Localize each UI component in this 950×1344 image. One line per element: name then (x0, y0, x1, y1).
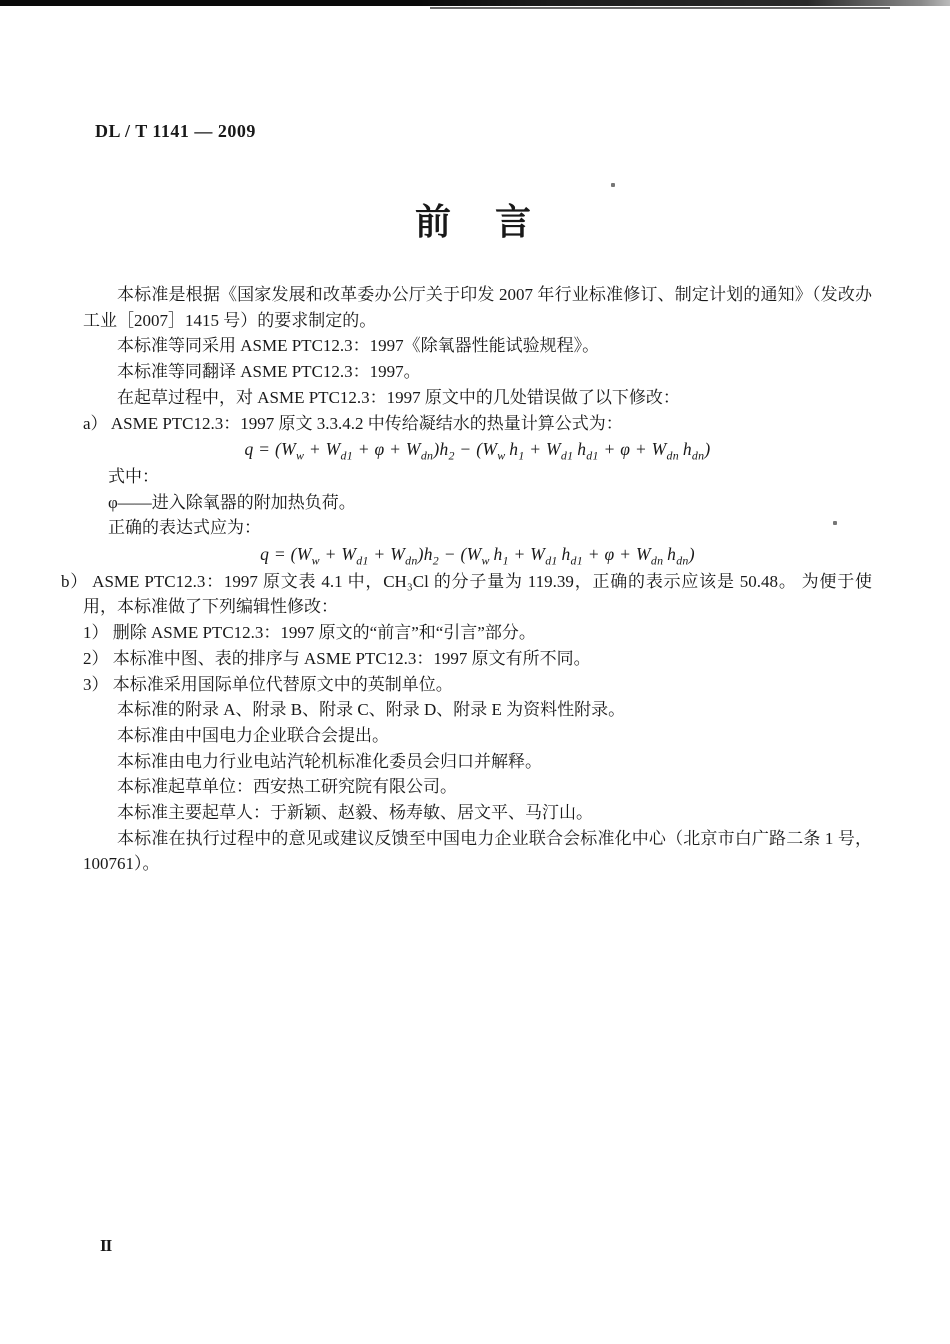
scan-speck (611, 183, 615, 187)
scan-artifact-top-bar (0, 0, 950, 6)
foreword-content (61, 282, 872, 877)
paragraph-phi-note: φ——进入除氧器的附加热负荷。 (108, 492, 356, 512)
paragraph-intro: 本标准是根据《国家发展和改革委办公厅关于印发 2007 年行业标准修订、制定计划的通知》（发改办工业［2007］1415 号）的要求制定的。 (83, 285, 872, 330)
standard-code: DL / T 1141 — 2009 (95, 121, 256, 141)
page-number: II (100, 1236, 112, 1255)
paragraph-feedback: 本标准在执行过程中的意见或建议反馈至中国电力企业联合会标准化中心（北京市白广路二条 1 号，100761）。 (83, 828, 872, 874)
scan-speck (833, 521, 837, 525)
paragraph-draft-org: 本标准起草单位：西安热工研究院有限公司。 (117, 777, 457, 797)
paragraph-proposed: 本标准由中国电力企业联合会提出。 (117, 725, 389, 745)
formula-original: $q = (W_w + W_{d1} + \varphi + W_{dn})h_2 - (W_w$ $h_1 + W_{d1}$ $h_{d1} + \varphi + W_{dn}$ $h_{dn}$) (244, 439, 711, 463)
list-item-a: a） ASME PTC12.3：1997 原文 3.3.4.2 中传给凝结水的热量计算公式为： (83, 413, 623, 433)
paragraph-where: 式中： (108, 466, 159, 486)
formula-corrected: $q = (W_w + W_{d1} + W_{dn})h_2 - (W_w$ $h_1 + W_{d1}$ $h_{d1} + \varphi + W_{dn}$ $h_{dn}$) (260, 544, 695, 568)
paragraph-adopt: 本标准等同采用 ASME PTC12.3：1997《除氧器性能试验规程》。 (117, 336, 600, 356)
list-item-edit-1: 1） 删除 ASME PTC12.3：1997 原文的“前言”和“引言”部分。 (83, 623, 536, 643)
list-item-edit-3: 3） 本标准采用国际单位代替原文中的英制单位。 (83, 674, 453, 694)
paragraph-translate: 本标准等同翻译 ASME PTC12.3：1997。 (117, 362, 421, 382)
list-item-b: b） ASME PTC12.3：1997 原文表 4.1 中，CH₃Cl 的分子量为 119.39，正确的表示应该是 50.48。 为便于使用，本标准做了下列编辑性修改： (61, 571, 872, 617)
list-item-edit-2: 2） 本标准中图、表的排序与 ASME PTC12.3：1997 原文有所不同。 (83, 648, 591, 668)
paragraph-centralized: 本标准由电力行业电站汽轮机标准化委员会归口并解释。 (117, 751, 542, 771)
paragraph-correct-intro: 正确的表达式应为： (108, 518, 261, 538)
page-title: 前 言 (414, 202, 535, 242)
paragraph-errors-intro: 在起草过程中，对 ASME PTC12.3：1997 原文中的几处错误做了以下修改： (117, 387, 680, 407)
paragraph-appendix: 本标准的附录 A、附录 B、附录 C、附录 D、附录 E 为资料性附录。 (117, 700, 626, 720)
paragraph-drafters: 本标准主要起草人：于新颖、赵毅、杨寿敏、居文平、马汀山。 (117, 803, 593, 823)
scan-artifact-top-line (430, 7, 890, 9)
